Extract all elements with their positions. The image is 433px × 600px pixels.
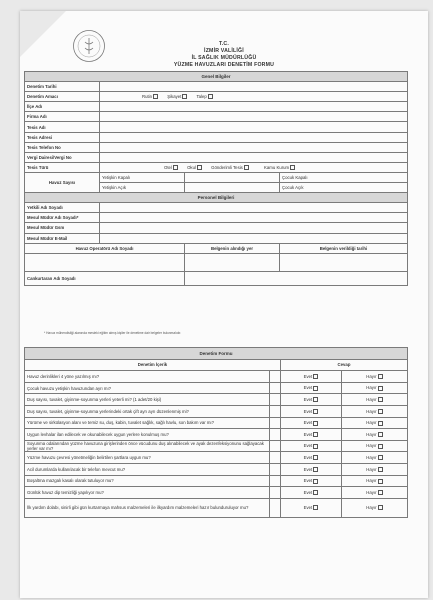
inspection-row: [25, 405, 408, 417]
header-line3: İL SAĞLIK MÜDÜRLÜĞÜ: [191, 55, 257, 61]
answer-no[interactable]: [341, 440, 407, 452]
talep-checkbox[interactable]: [208, 94, 213, 99]
inspection-question: İlk yardım dolabı, sinirli gibi gün kurtarmaya mahsus malzemeleri ile ilkyardım malzemeleri hazır bulunduruluyor mu?: [25, 498, 270, 517]
no-label: Hayır: [366, 385, 377, 391]
belge-tarih-field[interactable]: [280, 253, 408, 271]
havuz-count-field[interactable]: [185, 172, 280, 182]
row-label: Denetim Tarihi: [25, 82, 100, 92]
yes-checkbox[interactable]: [313, 374, 318, 379]
col-belge-tarih: Belgenin verildiği tarihi: [280, 243, 408, 253]
col-belge-yer: Belgenin alındığı yer: [185, 243, 280, 253]
yes-checkbox[interactable]: [313, 505, 318, 510]
inspection-row: [25, 463, 408, 475]
header-line1: T.C.: [218, 41, 230, 47]
answer-no[interactable]: [341, 405, 407, 417]
answer-no[interactable]: [341, 487, 407, 499]
yes-label: Evet: [303, 478, 313, 484]
answer-no[interactable]: [341, 394, 407, 406]
inspection-table: [24, 347, 408, 518]
vergi-field[interactable]: [100, 152, 408, 162]
no-checkbox[interactable]: [378, 421, 383, 426]
yes-checkbox[interactable]: [313, 455, 318, 460]
no-checkbox[interactable]: [378, 409, 383, 414]
answer-yes[interactable]: [281, 487, 342, 499]
answer-no[interactable]: [341, 498, 407, 517]
inspection-row: [25, 382, 408, 394]
yes-label: Evet: [303, 396, 313, 402]
col-cevap: Cevap: [281, 359, 408, 371]
yes-checkbox[interactable]: [313, 490, 318, 495]
no-checkbox[interactable]: [378, 455, 383, 460]
no-label: Hayır: [366, 478, 377, 484]
no-checkbox[interactable]: [378, 490, 383, 495]
yes-checkbox[interactable]: [313, 421, 318, 426]
yes-checkbox[interactable]: [313, 432, 318, 437]
no-label: Hayır: [366, 396, 377, 402]
row-marker: [270, 429, 281, 441]
answer-yes[interactable]: [281, 452, 342, 464]
yes-label: Evet: [303, 408, 313, 414]
inspection-question: Günlük havuz dip temizliği yapılıyor mu?: [25, 487, 270, 499]
no-checkbox[interactable]: [378, 432, 383, 437]
yes-label: Evet: [303, 489, 313, 495]
inspection-row: [25, 371, 408, 383]
no-checkbox[interactable]: [378, 467, 383, 472]
inspection-question: Yüzme havuzu çevresi yönetmeliğin belirtilen şartlara uygun mu?: [25, 452, 270, 464]
no-checkbox[interactable]: [378, 444, 383, 449]
inspection-row: [25, 487, 408, 499]
cankurtaran-field[interactable]: [185, 271, 408, 285]
answer-yes[interactable]: [281, 463, 342, 475]
yes-checkbox[interactable]: [313, 386, 318, 391]
ilce-field[interactable]: [100, 102, 408, 112]
row-label: Tesis Türü: [25, 162, 100, 172]
row-label: Mesul Müdür E-Mail: [25, 233, 100, 243]
mesul-gsm-field[interactable]: [100, 223, 408, 233]
inspection-question: Çocuk havuzu yetişkin havuzundan ayrı mı?: [25, 382, 270, 394]
yes-label: Evet: [303, 431, 313, 437]
answer-no[interactable]: [341, 463, 407, 475]
row-label: Denetim Amacı: [25, 92, 100, 102]
inspection-question: Boşaltma mazgalı kasalı olarak tutuluyor mu?: [25, 475, 270, 487]
footnote: * Havuz mühendisliği alanında mesleki eğitim almış kişiler ile denetime dair belgeler bulunmalıdır.: [44, 331, 182, 335]
answer-no[interactable]: [341, 417, 407, 429]
answer-yes[interactable]: [281, 440, 342, 452]
answer-yes[interactable]: [281, 498, 342, 517]
inspection-question: Duş sayısı, tuvalet, giyinme-soyunma yerlerindeki ortak çift ayrı ayrı düzenlenmiş mi?: [25, 405, 270, 417]
mesul-email-field[interactable]: [100, 233, 408, 243]
row-marker: [270, 405, 281, 417]
no-checkbox[interactable]: [378, 397, 383, 402]
inspection-question: Havuz derinlikleri 4 yöne yazılmış mı?: [25, 371, 270, 383]
yes-label: Evet: [303, 420, 313, 426]
row-marker: [270, 463, 281, 475]
section-genel-title: Genel Bilgiler: [25, 72, 408, 82]
denetim-tarihi-field[interactable]: [100, 82, 408, 92]
no-label: Hayır: [366, 489, 377, 495]
row-marker: [270, 452, 281, 464]
no-label: Hayır: [366, 373, 377, 379]
no-checkbox[interactable]: [378, 505, 383, 510]
answer-no[interactable]: [341, 371, 407, 383]
havuz-right-label: Çocuk Kapalı: [280, 172, 408, 182]
row-marker: [270, 371, 281, 383]
inspection-row: [25, 429, 408, 441]
havuz-right-label: Çocuk Açık: [280, 183, 408, 193]
col-operator: Havuz Operatörü Adı Soyadı: [25, 243, 185, 253]
yes-label: Evet: [303, 505, 313, 511]
havuz-left-label: Yetişkin Kapalı: [100, 172, 185, 182]
inspection-row: [25, 440, 408, 452]
form-page: [20, 11, 428, 598]
row-label: Cankurtaran Adı Soyadı: [25, 271, 185, 285]
no-label: Hayır: [366, 431, 377, 437]
answer-yes[interactable]: [281, 417, 342, 429]
inspection-row: [25, 475, 408, 487]
inspection-question: Yürüme ve sirkülasyon alanı ve temiz su, duş, kabin, tuvalet sağlık, sağlı havlu, son bakım var mı?: [25, 417, 270, 429]
row-marker: [270, 487, 281, 499]
form-title: YÜZME HAVUZLARI DENETİM FORMU: [173, 62, 275, 68]
row-label: Mesul Müdür Adı Soyadı*: [25, 213, 100, 223]
no-label: Hayır: [366, 443, 377, 449]
yes-label: Evet: [303, 454, 313, 460]
tesis-turu-options[interactable]: Otel Okul Gönderimli Tesis Kamu Kurum: [100, 162, 408, 172]
yes-label: Evet: [303, 385, 313, 391]
inspection-row: [25, 417, 408, 429]
row-marker: [270, 475, 281, 487]
no-label: Hayır: [366, 454, 377, 460]
row-label: İlçe Adı: [25, 102, 100, 112]
tesis-adi-field[interactable]: [100, 122, 408, 132]
row-marker: [270, 417, 281, 429]
inspection-question: Soyunma odalarından yüzme havuzuna girişlerinden önce vücudunu duş alınabilecek ve ayak dezenfeksiyonunu sağlayacak yerler var mı?: [25, 440, 270, 452]
no-checkbox[interactable]: [378, 386, 383, 391]
row-label: Vergi Dairesi/Vergi No: [25, 152, 100, 162]
row-marker: [270, 394, 281, 406]
no-label: Hayır: [366, 420, 377, 426]
row-label: Havuz Sayısı: [25, 172, 100, 192]
yes-checkbox[interactable]: [313, 467, 318, 472]
yes-label: Evet: [303, 466, 313, 472]
gonderimli-checkbox[interactable]: [244, 165, 249, 170]
okul-checkbox[interactable]: [197, 165, 202, 170]
answer-no[interactable]: [341, 429, 407, 441]
mesul-mudur-field[interactable]: [100, 213, 408, 223]
no-checkbox[interactable]: [378, 479, 383, 484]
inspection-row: [25, 452, 408, 464]
denetim-amaci-options[interactable]: Rutin Şikayet Talep: [100, 92, 408, 102]
answer-no[interactable]: [341, 452, 407, 464]
answer-no[interactable]: [341, 382, 407, 394]
yes-label: Evet: [303, 443, 313, 449]
row-label: Mesul Müdür Gsm: [25, 223, 100, 233]
sikayet-checkbox[interactable]: [182, 94, 187, 99]
row-label: Firma Adı: [25, 112, 100, 122]
kamu-checkbox[interactable]: [290, 165, 295, 170]
inspection-row: [25, 394, 408, 406]
tesis-adresi-field[interactable]: [100, 132, 408, 142]
col-denetim-icerik: Denetim İçerik: [25, 359, 281, 371]
row-marker: [270, 382, 281, 394]
havuz-left-label: Yetişkin Açık: [100, 183, 185, 193]
answer-yes[interactable]: [281, 394, 342, 406]
header-line2: İZMİR VALİLİĞİ: [204, 48, 244, 54]
firma-field[interactable]: [100, 112, 408, 122]
section-denetim-title: Denetim Formu: [25, 348, 408, 360]
answer-yes[interactable]: [281, 429, 342, 441]
rutin-checkbox[interactable]: [153, 94, 158, 99]
answer-yes[interactable]: [281, 371, 342, 383]
yes-label: Evet: [303, 373, 313, 379]
inspection-question: Uygun levhalar ilan edilecek ve okunabilecek uygun yerlere konulmuş mu?: [25, 429, 270, 441]
row-label: Yetkili Adı Soyadı: [25, 203, 100, 213]
havuz-count-field[interactable]: [185, 183, 280, 193]
row-label: Tesis Adı: [25, 122, 100, 132]
answer-yes[interactable]: [281, 405, 342, 417]
yetkili-field[interactable]: [100, 203, 408, 213]
operator-field[interactable]: [25, 253, 185, 271]
yes-checkbox[interactable]: [313, 409, 318, 414]
answer-yes[interactable]: [281, 382, 342, 394]
no-label: Hayır: [366, 466, 377, 472]
inspection-question: Acil durumlarda kullanılacak bir telefon mevcut mu?: [25, 463, 270, 475]
row-marker: [270, 498, 281, 517]
yes-checkbox[interactable]: [313, 397, 318, 402]
general-info-table: [24, 71, 408, 286]
inspection-question: Duş sayısı, tuvalet, giyinme-soyunma yerleri yeterli mi? (1 adet/20 kişi): [25, 394, 270, 406]
no-label: Hayır: [366, 505, 377, 511]
row-label: Tesis Adresi: [25, 132, 100, 142]
answer-no[interactable]: [341, 475, 407, 487]
tesis-telefon-field[interactable]: [100, 142, 408, 152]
section-personel-title: Personel Bilgileri: [25, 193, 408, 203]
row-label: Tesis Telefon No: [25, 142, 100, 152]
belge-yer-field[interactable]: [185, 253, 280, 271]
inspection-row: [25, 498, 408, 517]
yes-checkbox[interactable]: [313, 479, 318, 484]
yes-checkbox[interactable]: [313, 444, 318, 449]
inspection-items: [25, 371, 408, 518]
no-label: Hayır: [366, 408, 377, 414]
otel-checkbox[interactable]: [173, 165, 178, 170]
answer-yes[interactable]: [281, 475, 342, 487]
row-marker: [270, 440, 281, 452]
no-checkbox[interactable]: [378, 374, 383, 379]
